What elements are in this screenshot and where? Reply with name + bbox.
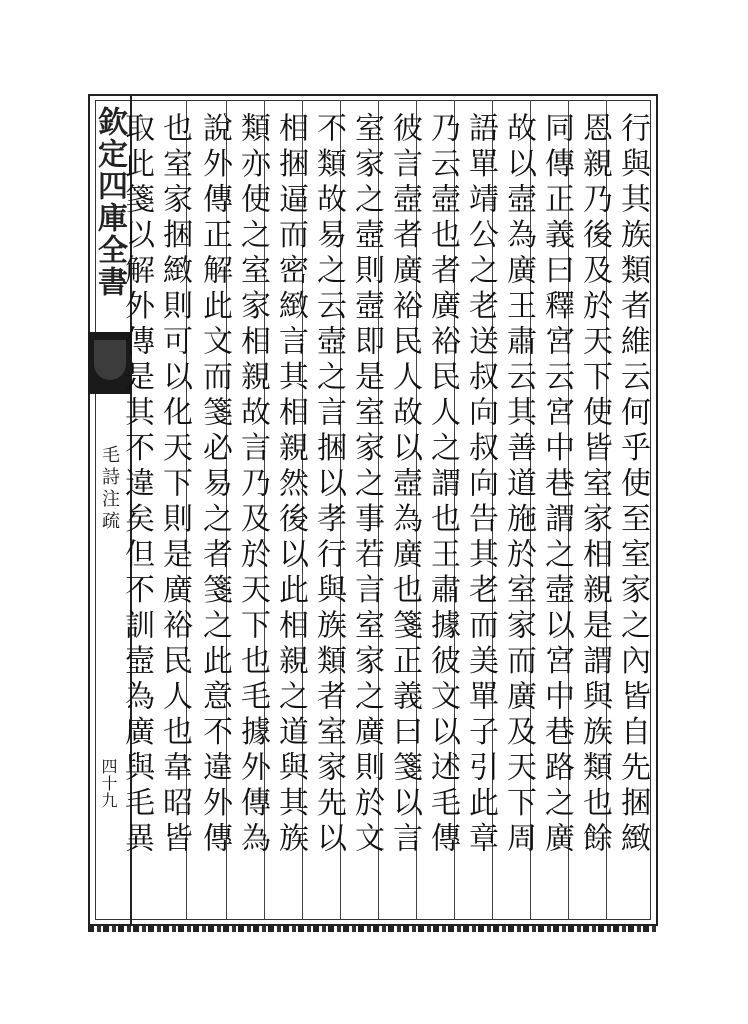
text-column: 乃云壼也者廣裕民人之謂也王肅據彼文以述毛傳 bbox=[425, 112, 460, 858]
text-column: 語單靖公之老送叔向叔向告其老而美單子引此章 bbox=[463, 112, 498, 858]
text-column: 恩親乃後及於天下使皆室家相親是謂與族類也餘 bbox=[577, 112, 612, 858]
text-column: 類亦使之室家相親故言乃及於天下也毛據外傳為 bbox=[235, 112, 270, 858]
text-column: 相捆逼而密緻言其相親然後以此相親之道與其族 bbox=[273, 112, 308, 858]
banxin-title: 欽定四庫全書 bbox=[92, 106, 127, 298]
text-column: 不類故易之云壼之言捆以孝行與族類者室家先以 bbox=[311, 112, 346, 858]
bottom-border bbox=[88, 926, 658, 932]
text-column: 故以壼為廣王肅云其善道施於室家而廣及天下周 bbox=[501, 112, 536, 858]
leaf-number: 四十九 bbox=[99, 758, 118, 809]
book-name: 毛詩注疏 bbox=[99, 445, 120, 533]
text-column: 彼言壼者廣裕民人故以壼為廣也箋正義曰箋以言 bbox=[387, 112, 422, 858]
text-column: 室家之壼則壼即是室家之事若言室家之廣則於文 bbox=[349, 112, 384, 858]
text-column: 取此箋以解外傳是其不違矣但不訓壼為廣與毛異 bbox=[119, 112, 154, 858]
text-column: 也室家捆緻則可以化天下則是廣裕民人也韋昭皆 bbox=[157, 112, 192, 858]
text-column: 行與其族類者維云何乎使至室家之內皆自先捆緻 bbox=[615, 112, 650, 858]
text-column: 說外傳正解此文而箋必易之者箋之此意不違外傳 bbox=[197, 112, 232, 858]
text-column: 同傳正義曰釋宮云宮中巷謂之壼以宮中巷路之廣 bbox=[539, 112, 574, 858]
